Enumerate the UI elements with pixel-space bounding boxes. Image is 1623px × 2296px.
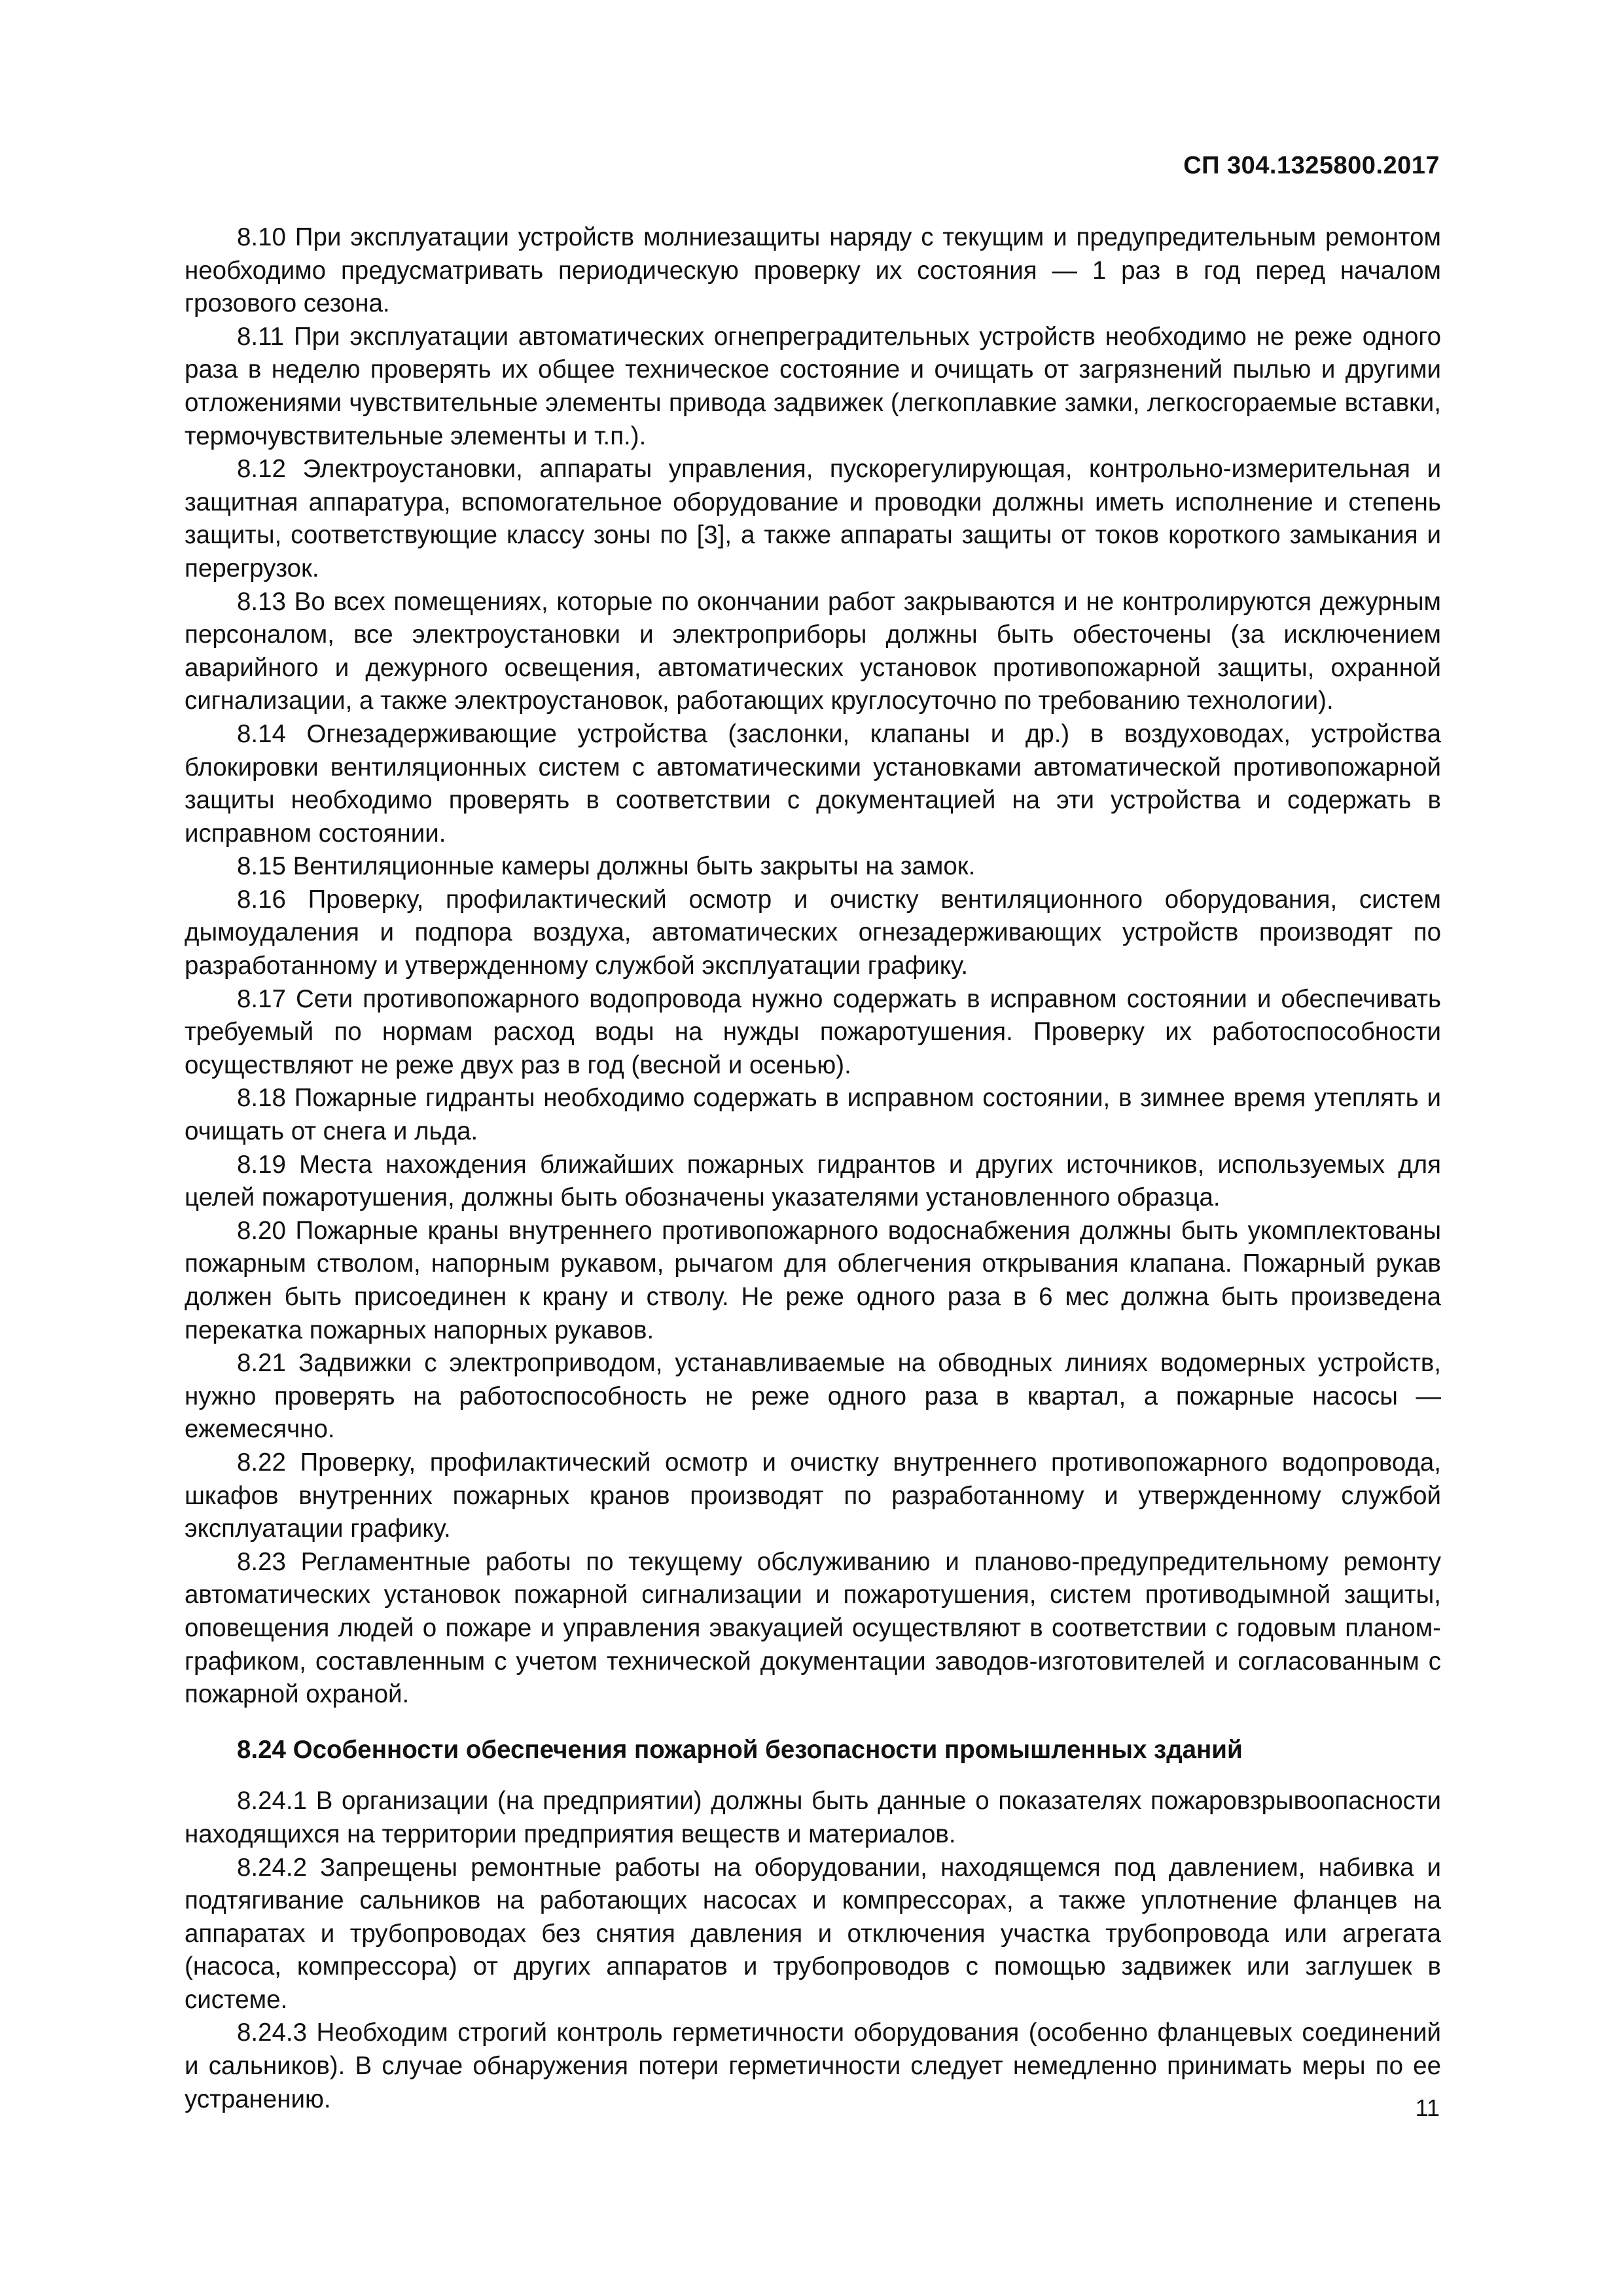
paragraph-8-10: 8.10 При эксплуатации устройств молниезащиты наряду с текущим и предупредительным ремонтом необходимо предусматривать периодическую проверку их состояния — 1 раз в год перед началом грозового сезона. xyxy=(185,223,1441,318)
paragraph-8-19: 8.19 Места нахождения ближайших пожарных гидрантов и других источников, используемых для целей пожаротушения, должны быть обозначены указателями установленного образца. xyxy=(185,1150,1441,1212)
paragraph-8-16: 8.16 Проверку, профилактический осмотр и очистку вентиляционного оборудования, систем дымоудаления и подпора воздуха, автоматических огнезадерживающих устройств производят по разработанному и утвержденному службой эксплуатации графику. xyxy=(185,885,1441,980)
page-number: 11 xyxy=(1415,2094,1440,2121)
section-heading-8-24: 8.24 Особенности обеспечения пожарной безопасности промышленных зданий xyxy=(237,1735,1243,1764)
paragraph-8-24-2: 8.24.2 Запрещены ремонтные работы на оборудовании, находящемся под давлением, набивка и подтягивание сальников на работающих насосах и компрессорах, а также уплотнение фланцев на аппаратах и трубопроводах без снятия давления и отключения участка трубопровода или агрегата (насоса, компрессора) от других аппаратов и трубопроводов с помощью задвижек или заглушек в системе. xyxy=(185,1853,1441,2014)
paragraph-8-12: 8.12 Электроустановки, аппараты управления, пускорегулирующая, контрольно-измерительная и защитная аппаратура, вспомогательное оборудование и проводки должны иметь исполнение и степень защиты, соответствующие классу зоны по [3], а также аппараты защиты от токов короткого замыкания и перегрузок. xyxy=(185,455,1441,583)
paragraph-8-22: 8.22 Проверку, профилактический осмотр и очистку внутреннего противопожарного водопровода, шкафов внутренних пожарных кранов производят по разработанному и утвержденному службой эксплуатации графику. xyxy=(185,1448,1441,1543)
paragraph-8-11: 8.11 При эксплуатации автоматических огнепреградительных устройств необходимо не реже одного раза в неделю проверять их общее техническое состояние и очищать от загрязнений пылью и другими отложениями чувствительные элементы привода задвижек (легкоплавкие замки, легкосгораемые вставки, термочувствительные элементы и т.п.). xyxy=(185,322,1441,450)
paragraph-8-15: 8.15 Вентиляционные камеры должны быть закрыты на замок. xyxy=(237,852,976,881)
paragraph-8-24-1: 8.24.1 В организации (на предприятии) должны быть данные о показателях пожаровзрывоопасности находящихся на территории предприятия веществ и материалов. xyxy=(185,1787,1441,1848)
paragraph-8-17: 8.17 Сети противопожарного водопровода нужно содержать в исправном состоянии и обеспечивать требуемый по нормам расход воды на нужды пожаротушения. Проверку их работоспособности осуществляют не реже двух раз в год (весной и осенью). xyxy=(185,984,1441,1079)
paragraph-8-13: 8.13 Во всех помещениях, которые по окончании работ закрываются и не контролируются дежурным персоналом, все электроустановки и электроприборы должны быть обесточены (за исключением аварийного и дежурного освещения, автоматических установок противопожарной защиты, охранной сигнализации, а также электроустановок, работающих круглосуточно по требованию технологии). xyxy=(185,587,1441,715)
paragraph-8-18: 8.18 Пожарные гидранты необходимо содержать в исправном состоянии, в зимнее время утеплять и очищать от снега и льда. xyxy=(185,1084,1441,1146)
document-code: СП 304.1325800.2017 xyxy=(1183,152,1440,179)
document-body xyxy=(185,221,1441,2116)
paragraph-8-20: 8.20 Пожарные краны внутреннего противопожарного водоснабжения должны быть укомплектованы пожарным стволом, напорным рукавом, рычагом для облегчения открывания клапана. Пожарный рукав должен быть присоединен к крану и стволу. Не реже одного раза в 6 мес должна быть произведена перекатка пожарных напорных рукавов. xyxy=(185,1216,1441,1344)
paragraph-8-24-3: 8.24.3 Необходим строгий контроль герметичности оборудования (особенно фланцевых соединений и сальников). В случае обнаружения потери герметичности следует немедленно принимать меры по ее устранению. xyxy=(185,2018,1441,2113)
paragraph-8-21: 8.21 Задвижки с электроприводом, устанавливаемые на обводных линиях водомерных устройств, нужно проверять на работоспособность не реже одного раза в квартал, а пожарные насосы — ежемесячно. xyxy=(185,1349,1441,1444)
paragraph-8-23: 8.23 Регламентные работы по текущему обслуживанию и планово-предупредительному ремонту автоматических установок пожарной сигнализации и пожаротушения, систем противодымной защиты, оповещения людей о пожаре и управления эвакуацией осуществляют в соответствии с годовым планом-графиком, составленным с учетом технической документации заводов-изготовителей и согласованным с пожарной охраной. xyxy=(185,1547,1441,1709)
paragraph-8-14: 8.14 Огнезадерживающие устройства (заслонки, клапаны и др.) в воздуховодах, устройства блокировки вентиляционных систем с автоматическими установками автоматической противопожарной защиты необходимо проверять в соответствии с документацией на эти устройства и содержать в исправном состоянии. xyxy=(185,719,1441,848)
